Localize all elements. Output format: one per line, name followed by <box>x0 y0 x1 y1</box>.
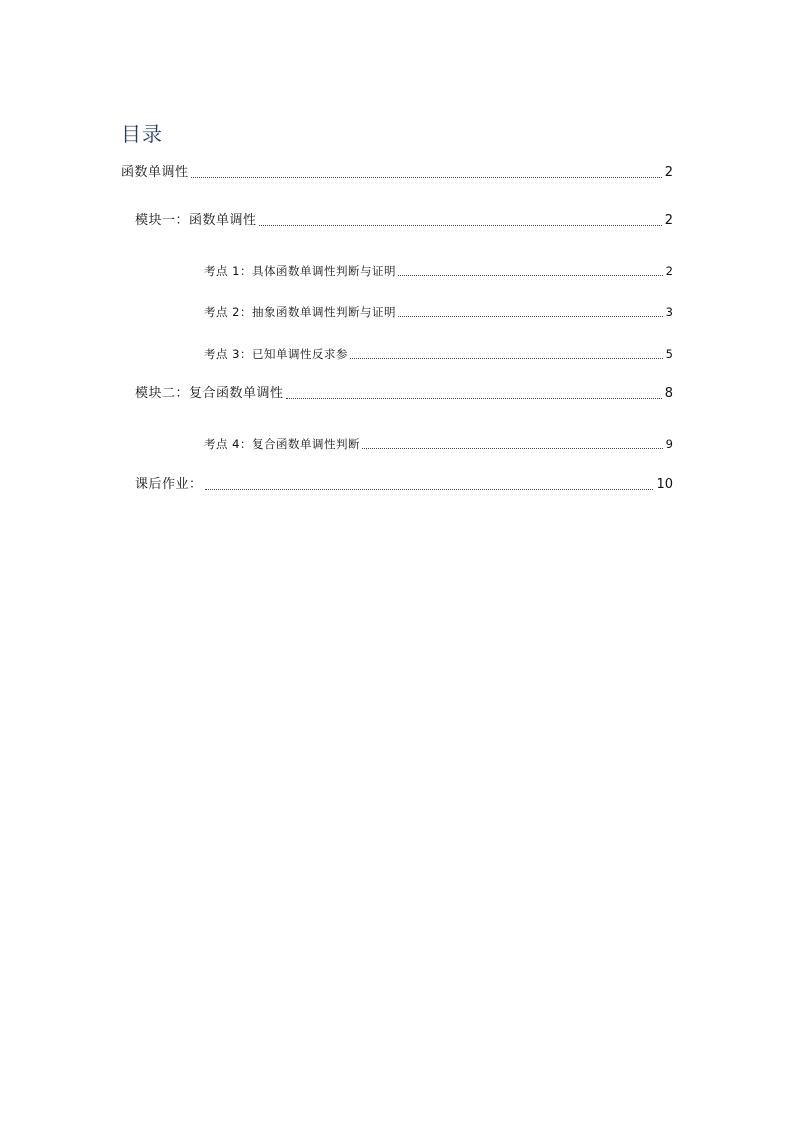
toc-entry[interactable] <box>135 476 673 494</box>
toc-dot-leader <box>205 489 654 490</box>
toc-entry-label: 考点 4：复合函数单调性判断 <box>204 437 360 451</box>
toc-entry-page: 9 <box>665 437 673 451</box>
toc-entry-label: 模块一：函数单调性 <box>135 213 257 228</box>
toc-entry-label: 模块二：复合函数单调性 <box>135 386 284 401</box>
toc-entry-page: 2 <box>665 264 673 278</box>
toc-entry-label: 课后作业： <box>135 477 203 492</box>
toc-entry[interactable] <box>204 262 673 280</box>
toc-entry-page: 2 <box>664 213 673 228</box>
toc-entry-label: 考点 1：具体函数单调性判断与证明 <box>204 264 396 278</box>
toc-entry[interactable] <box>135 212 673 230</box>
toc-entry-page: 2 <box>664 165 673 180</box>
toc-dot-leader <box>362 448 663 449</box>
toc-dot-leader <box>286 398 662 399</box>
toc-entry-label: 考点 3：已知单调性反求参 <box>204 347 348 361</box>
toc-entry[interactable] <box>204 435 673 453</box>
toc-entry[interactable] <box>121 164 673 182</box>
toc-entry-label: 函数单调性 <box>121 165 189 180</box>
toc-title: 目录 <box>121 122 163 146</box>
toc-dot-leader <box>398 275 663 276</box>
toc-dot-leader <box>191 177 662 178</box>
toc-entry-page: 10 <box>656 477 673 492</box>
toc-dot-leader <box>350 358 663 359</box>
toc-dot-leader <box>259 225 662 226</box>
toc-entry-page: 3 <box>665 305 673 319</box>
toc-entry-page: 8 <box>664 386 673 401</box>
toc-entry-label: 考点 2：抽象函数单调性判断与证明 <box>204 305 396 319</box>
toc-entry[interactable] <box>135 385 673 403</box>
toc-entry[interactable] <box>204 303 673 321</box>
toc-entry-page: 5 <box>665 347 673 361</box>
toc-dot-leader <box>398 316 663 317</box>
toc-entry[interactable] <box>204 345 673 363</box>
